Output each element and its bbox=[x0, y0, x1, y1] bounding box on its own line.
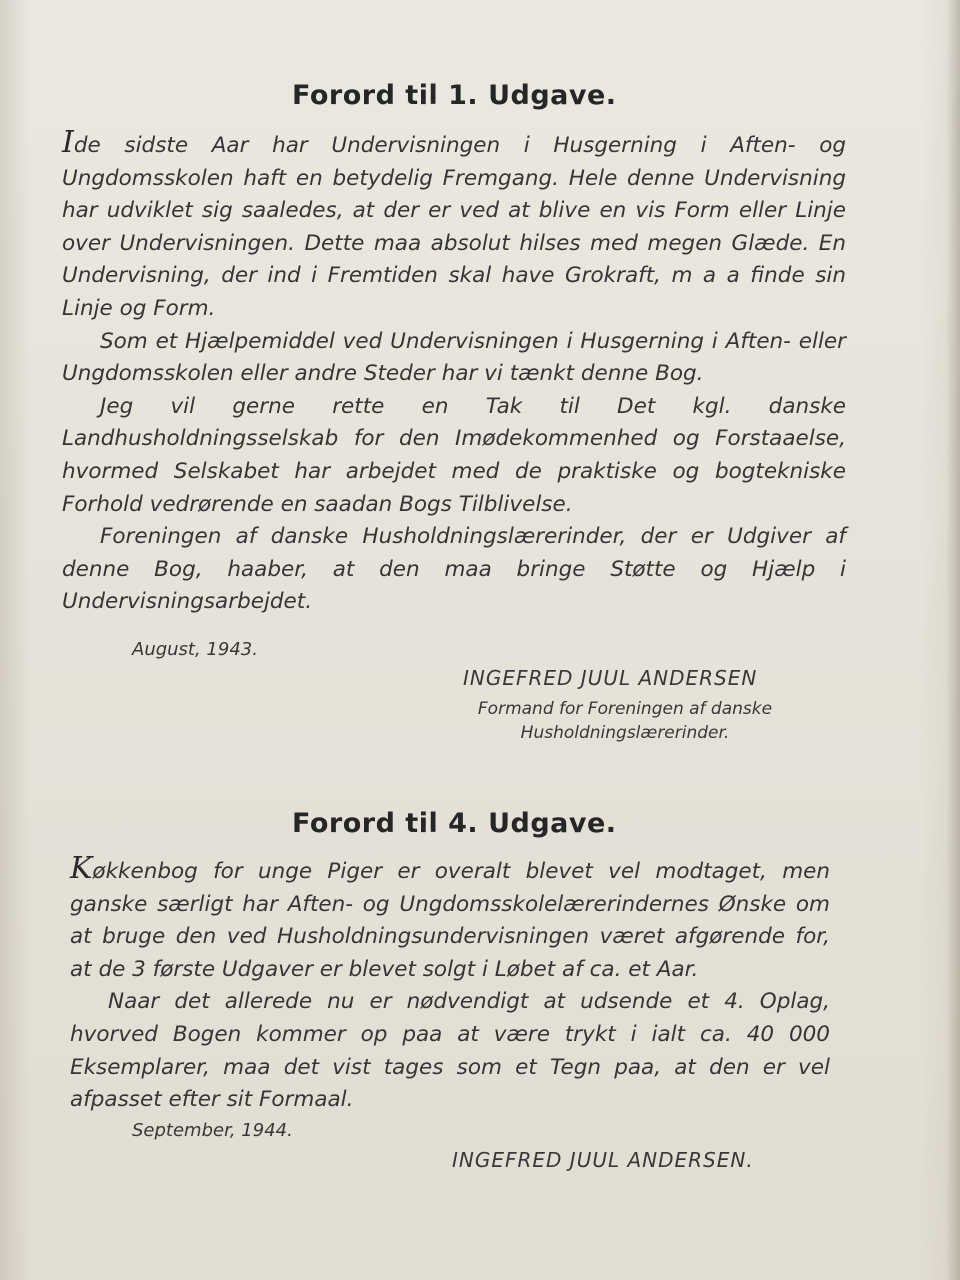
section1-heading: Forord til 1. Udgave. bbox=[292, 80, 617, 111]
section1-date: August, 1943. bbox=[132, 639, 258, 660]
section1-signature-title bbox=[440, 697, 810, 745]
section1-paragraph-3: Jeg vil gerne rette en Tak til Det kgl. danske Landhusholdningsselskab for den Imødekommenhed og Forstaaelse, hvormed Selskabet har arbejdet med de praktiske og bogtekniske Forhold vedrørende en saadan Bogs Tilblivelse. bbox=[62, 393, 846, 517]
signature-title-line-2: Husholdningslærerinder. bbox=[520, 723, 730, 743]
section1-paragraph-2: Som et Hjælpemiddel ved Undervisningen i Husgerning i Aften- eller Ungdomsskolen eller andre Steder har vi tænkt denne Bog. bbox=[62, 328, 846, 387]
section2-signature-name: INGEFRED JUUL ANDERSEN. bbox=[452, 1148, 754, 1172]
section2-paragraph-1: Køkkenbog for unge Piger er overalt blevet vel modtaget, men ganske særligt har Aften- og Ungdomsskolelærerindernes Ønske om at bruge den ved Husholdningsundervisningen været afgørende for, at de 3 første Udgaver er blevet solgt i Løbet af ca. et Aar. bbox=[70, 851, 830, 982]
section1-signature-name: INGEFRED JUUL ANDERSEN bbox=[463, 666, 758, 690]
section2-dropcap: K bbox=[70, 851, 93, 886]
section1-dropcap: I bbox=[62, 125, 74, 160]
page-edge-shadow bbox=[946, 0, 960, 1280]
section1-paragraph-4: Foreningen af danske Husholdningslærerinder, der er Udgiver af denne Bog, haaber, at den maa bringe Støtte og Hjælp i Undervisningsarbejdet. bbox=[62, 524, 846, 615]
section1-body bbox=[62, 125, 846, 619]
signature-title-line-1: Formand for Foreningen af danske bbox=[477, 699, 773, 719]
section2-body bbox=[70, 851, 830, 1117]
section2-date: September, 1944. bbox=[132, 1120, 293, 1141]
section1-paragraph-1: Ide sidste Aar har Undervisningen i Husgerning i Aften- og Ungdomsskolen haft en betydelig Fremgang. Hele denne Undervisning har udviklet sig saaledes, at der er ved at blive en vis Form eller Linje over Undervisningen. Dette maa absolut hilses med megen Glæde. En Undervisning, der ind i Fremtiden skal have Grokraft, m a a finde sin Linje og Form. bbox=[62, 125, 846, 321]
section2-heading: Forord til 4. Udgave. bbox=[292, 808, 617, 839]
section2-paragraph-2: Naar det allerede nu er nødvendigt at udsende et 4. Oplag, hvorved Bogen kommer op paa at være trykt i ialt ca. 40 000 Eksemplarer, maa det vist tages som et Tegn paa, at den er vel afpasset efter sit Formaal. bbox=[70, 989, 830, 1113]
